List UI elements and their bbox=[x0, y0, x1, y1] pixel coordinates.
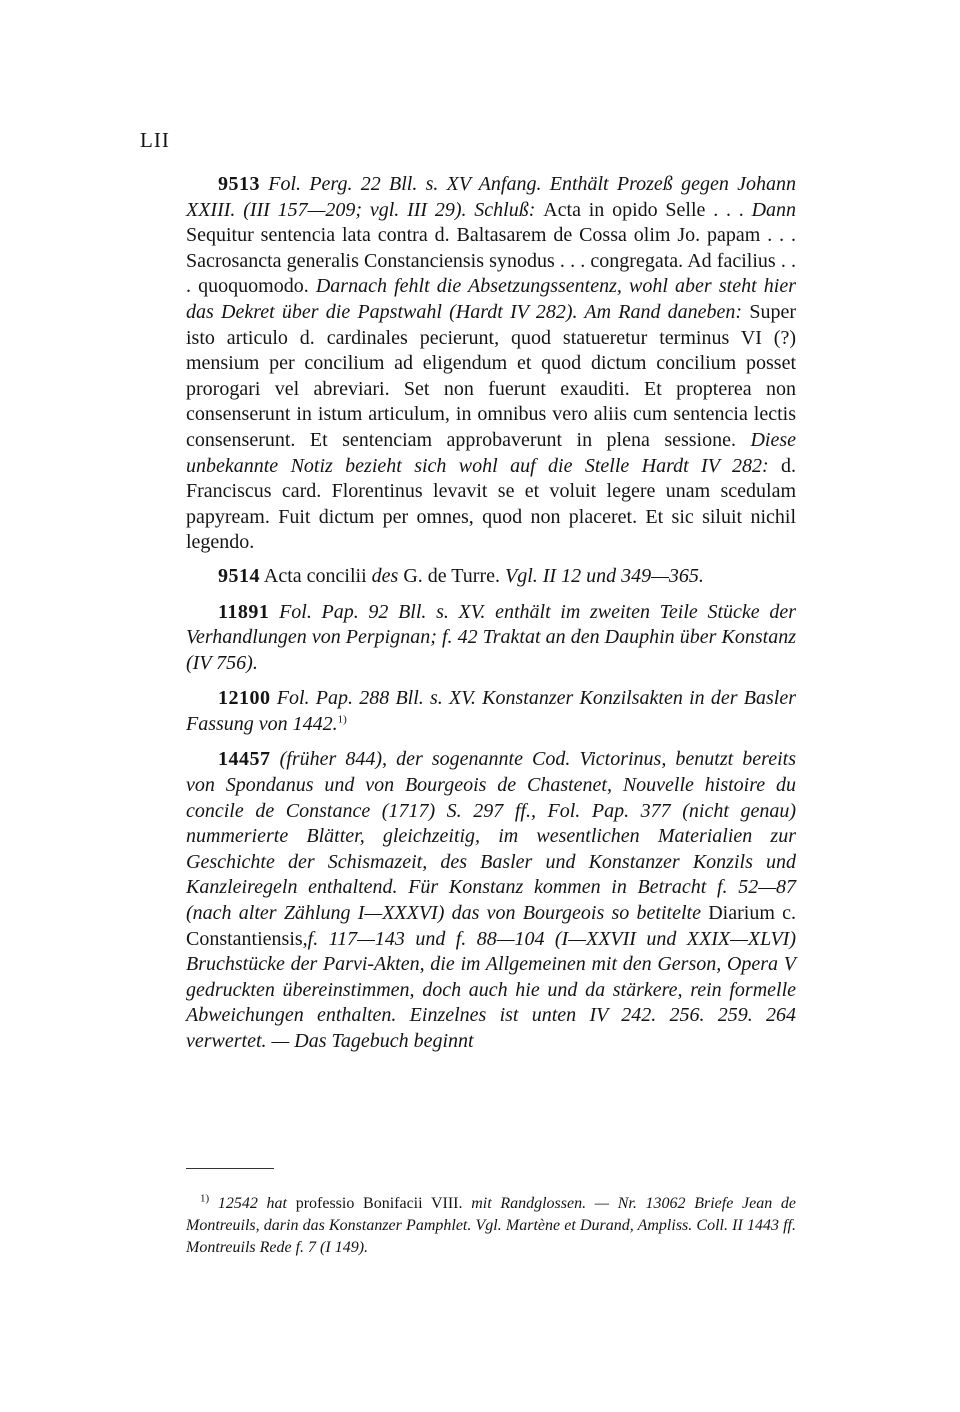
entry-text: Fol. Perg. 22 Bll. s. XV Anfang. Enthält Prozeß gegen Johann XXIII. (III 157—209; vgl. III 29). Schluß: bbox=[186, 173, 796, 221]
footnote bbox=[186, 1193, 796, 1259]
page-number: LII bbox=[140, 128, 170, 152]
catalog-entry-12100 bbox=[186, 686, 796, 737]
footnote-mark: 1) bbox=[200, 1192, 210, 1205]
entry-text: Diarium c. Constantiensis, bbox=[186, 902, 796, 950]
entry-text: d. Franciscus card. Florentinus levavit se et voluit legere unam scedulam papyream. Fuit dictum per omnes, quod non placeret. Et sic siluit nichil legendo. bbox=[186, 454, 796, 554]
entry-text: Sequitur sentencia lata contra d. Baltasarem de Cossa olim Jo. papam . . . Sacrosancta generalis Constanciensis synodus . . . congregata. Ad facilius . . . quoquomodo. bbox=[186, 224, 796, 298]
entry-text: Fol. Pap. 288 Bll. s. XV. Konstanzer Konzilsakten in der Basler Fassung von 1442. bbox=[186, 687, 796, 735]
entry-text: G. de Turre. bbox=[403, 564, 505, 587]
footnote-text: 12542 hat bbox=[209, 1195, 296, 1212]
footnote-divider bbox=[186, 1168, 274, 1169]
entry-text: Darnach fehlt die Absetzungssentenz, wohl aber steht hier das Dekret über die Papstwahl (Hardt IV 282). Am Rand daneben: bbox=[186, 275, 796, 323]
entry-text: Acta in opido Selle . . . bbox=[543, 198, 752, 221]
entry-text: Vgl. II 12 und 349—365. bbox=[504, 564, 704, 587]
manuscript-number: 9513 bbox=[218, 173, 260, 195]
footnote-text: professio Bonifacii VIII. bbox=[295, 1195, 472, 1212]
manuscript-number: 9514 bbox=[218, 564, 260, 587]
entry-text: f. 117—143 und f. 88—104 (I—XXVII und XXIX—XLVI) Bruchstücke der Parvi-Akten, die im Allgemeinen mit den Gerson, Opera V gedruckten übereinstimmen, doch auch hie und da stärkere, rein formelle Abweichungen enthalten. Einzelnes ist unten IV 242. 256. 259. 264 verwertet. — Das Tagebuch beginnt bbox=[186, 927, 796, 1052]
footnote-reference: 1) bbox=[337, 713, 347, 726]
catalog-entry-9514 bbox=[186, 564, 796, 590]
manuscript-number: 12100 bbox=[218, 687, 271, 710]
entry-text: Fol. Pap. 92 Bll. s. XV. enthält im zweiten Teile Stücke der Verhandlungen von Perpignan; f. 42 Traktat an den Dauphin über Konstanz (IV 756). bbox=[186, 600, 796, 674]
catalog-entry-11891 bbox=[186, 600, 796, 677]
entry-text: (früher 844), der sogenannte Cod. Victorinus, benutzt bereits von Spondanus und von Bourgeois de Chastenet, Nouvelle histoire du concile de Constance (1717) S. 297 ff., Fol. Pap. 377 (nicht genau) nummerierte Blätter, gleichzeitig, im wesentlichen Materialien zur Geschichte der Schismazeit, des Basler und Konstanzer Konzils und Kanzleiregeln enthaltend. Für Konstanz kommen in Betracht f. 52—87 (nach alter Zählung I—XXXVI) das von Bourgeois so betitelte bbox=[186, 748, 796, 925]
entry-text: Dann bbox=[751, 198, 797, 221]
catalog-entries bbox=[186, 172, 796, 1065]
entry-text: Diese unbekannte Notiz bezieht sich wohl auf die Stelle Hardt IV 282: bbox=[186, 428, 796, 477]
footnote-text: mit Randglossen. — Nr. 13062 Briefe Jean de Montreuils, darin das Konstanzer Pamphlet. Vgl. Martène et Durand, Ampliss. Coll. II 1443 ff. Montreuils Rede f. 7 (I 149). bbox=[186, 1195, 796, 1256]
entry-text: Super isto articulo d. cardinales pecierunt, quod statueretur terminus VI (?) mensium per concilium ad eligendum et quod dictum concilium posset prorogari vel abreviari. Set non fuerunt exauditi. Et propterea non consenserunt in istum articulum, in omnibus vero aliis cum sentencia lectis consenserunt. Et sentenciam approbaverunt in plena sessione. bbox=[186, 300, 796, 451]
manuscript-number: 11891 bbox=[218, 600, 270, 623]
entry-text: Acta concilii bbox=[260, 564, 372, 587]
catalog-entry-9513 bbox=[186, 172, 796, 556]
entry-text: des bbox=[371, 564, 404, 587]
catalog-entry-14457 bbox=[186, 747, 796, 1054]
manuscript-number: 14457 bbox=[218, 748, 271, 771]
